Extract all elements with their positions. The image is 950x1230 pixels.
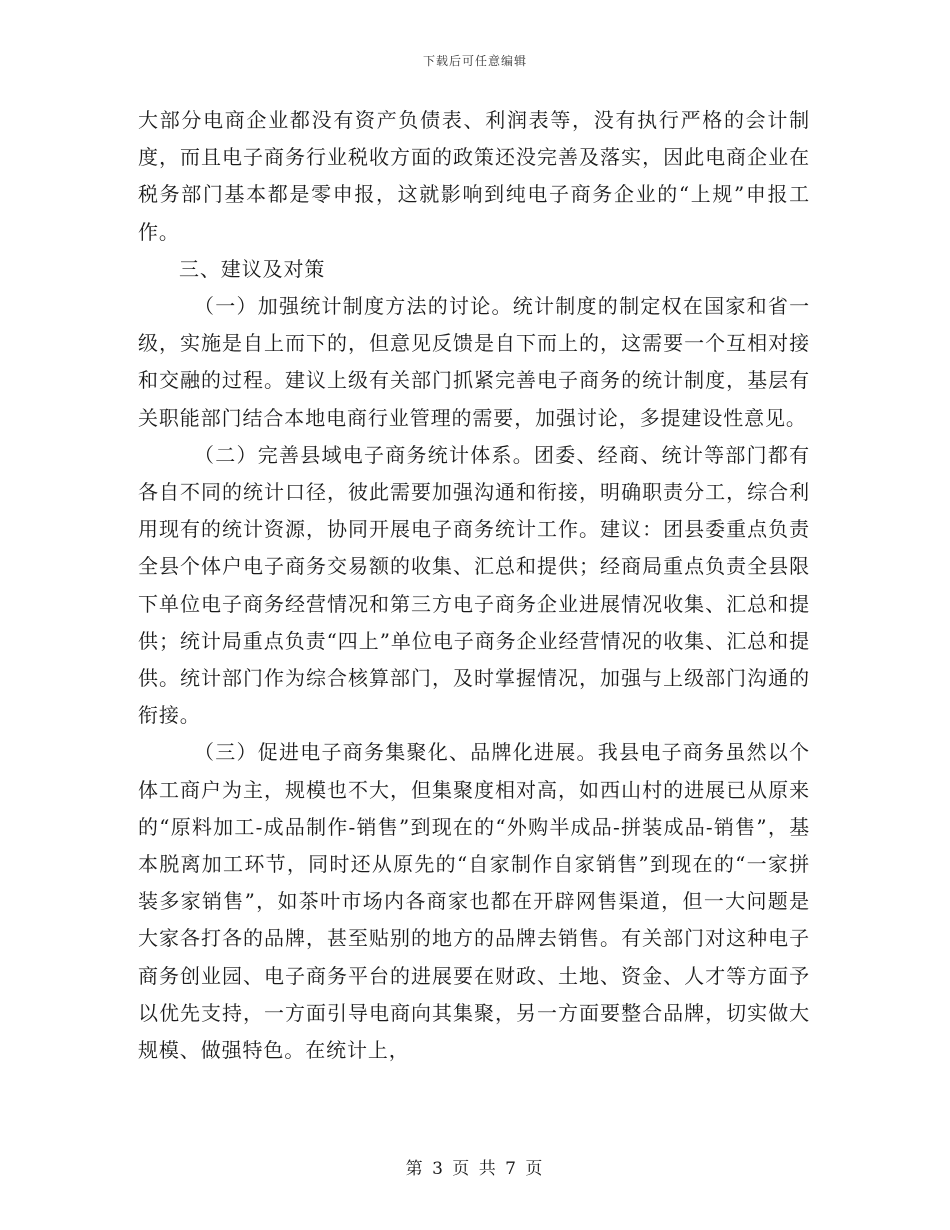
section-heading: 三、建议及对策 (179, 256, 326, 281)
paragraph-item-3: （三）促进电子商务集聚化、品牌化进展。我县电子商务虽然以个体工商户为主，规模也不大，但集聚度相对高，如西山村的进展已从原来的“原料加工-成品制作-销售”到现在的“外购半成品-拼装成品-销售”，基本脱离加工环节，同时还从原先的“自家制作自家销售”到现在的“一家拼装多家销售”，如茶叶市场内各商家也都在开辟网售渠道，但一大问题是大家各打各的品牌，甚至贴别的地方的品牌去销售。有关部门对这种电子商务创业园、电子商务平台的进展要在财政、土地、资金、人才等方面予以优先支持，一方面引导电商向其集聚，另一方面要整合品牌，切实做大规模、做强特色。在统计上， (138, 740, 810, 1063)
paragraph-continuation: 大部分电商企业都没有资产负债表、利润表等，没有执行严格的会计制度，而且电子商务行业税收方面的政策还没完善及落实，因此电商企业在税务部门基本都是零申报，这就影响到纯电子商务企业的“上规”申报工作。 (138, 108, 810, 244)
document-body (138, 102, 810, 1069)
page-number-footer: 第 3 页 共 7 页 (405, 1159, 545, 1179)
page-header: 下载后可任意编辑 (422, 54, 527, 68)
paragraph-item-1: （一）加强统计制度方法的讨论。统计制度的制定权在国家和省一级，实施是自上而下的，但意见反馈是自下而上的，这需要一个互相对接和交融的过程。建议上级有关部门抓紧完善电子商务的统计制度，基层有关职能部门结合本地电商行业管理的需要，加强讨论，多提建设性意见。 (138, 294, 810, 430)
paragraph-item-2: （二）完善县域电子商务统计体系。团委、经商、统计等部门都有各自不同的统计口径，彼此需要加强沟通和衔接，明确职责分工，综合利用现有的统计资源，协同开展电子商务统计工作。建议：团县委重点负责全县个体户电子商务交易额的收集、汇总和提供；经商局重点负责全县限下单位电子商务经营情况和第三方电子商务企业进展情况收集、汇总和提供；统计局重点负责“四上”单位电子商务企业经营情况的收集、汇总和提供。统计部门作为综合核算部门，及时掌握情况，加强与上级部门沟通的衔接。 (138, 442, 810, 728)
